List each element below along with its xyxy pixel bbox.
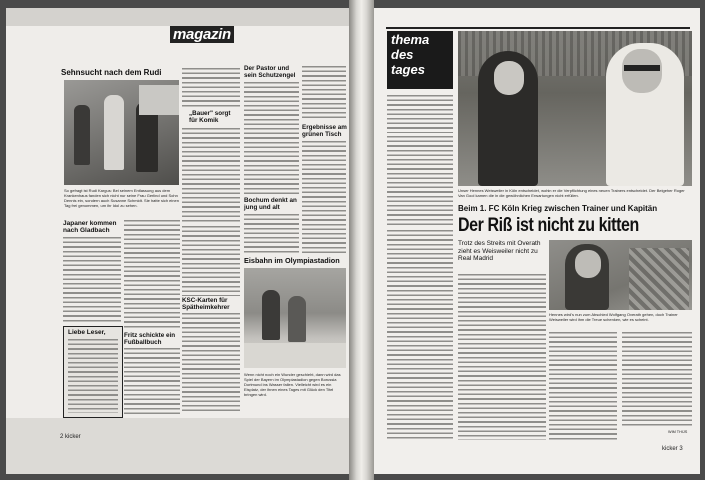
eisbahn-photo — [244, 268, 346, 368]
ergebnisse-headline: Ergebnisse am grünen Tisch — [302, 124, 347, 138]
bauer-text — [182, 128, 240, 223]
top-rule — [386, 27, 690, 29]
rudi-caption: So gefragt ist Rudi Kargus: Bei seinem Entlassung aus dem Krankenhaus fanden sich nicht nur seine Frau Gerlind und Sohn Dennis ein, sondern auch Susanne Schmidt. Sie hatte sich einen Tag frei genommen, um ihr Idol zu sehen. — [64, 188, 179, 208]
right-page — [374, 8, 700, 474]
thema-label — [387, 31, 453, 89]
eisbahn-caption: Wenn nicht noch ein Wunder geschieht, dann wird das Spiel der Bayern im Olympiastadion gegen Borussia Dortmund ins Wasser fallen. Vielleicht wird es ein Eisplatz, der ihnen eines Tages mit Glück den Titel bringen wird. — [244, 372, 341, 397]
intro-text — [387, 95, 453, 133]
bochum-text — [244, 214, 299, 254]
pastor-headline: Der Pastor und sein Schutzengel — [244, 65, 296, 79]
deck: Trotz des Streits mit Overath zieht es Weisweiler nicht zu Real Madrid — [458, 240, 541, 262]
col5-text-1 — [302, 66, 346, 121]
des-word: des — [391, 47, 414, 62]
right-folio: kicker 3 — [662, 446, 683, 452]
headline: Der Riß ist nicht zu kitten — [458, 214, 639, 236]
bauer-headline: „Bauer" sorgt für Komik — [189, 110, 231, 124]
thema-word: thema — [391, 32, 430, 47]
top-band — [6, 8, 349, 26]
ergebnisse-text — [302, 141, 346, 254]
fritz-text — [124, 348, 180, 414]
ksc-headline: KSC-Karten für Spätheimkehrer — [182, 297, 230, 311]
eisbahn-headline: Eisbahn im Olympiastadion — [244, 256, 340, 265]
col1-text — [387, 230, 453, 440]
japaner-text — [63, 237, 121, 323]
left-folio: 2 kicker — [60, 434, 81, 440]
col3-text-2 — [182, 226, 240, 296]
col4-text — [622, 332, 692, 426]
top-photo — [458, 31, 692, 186]
leser-headline: Liebe Leser, — [68, 329, 106, 336]
col2-text — [458, 274, 546, 440]
second-photo — [549, 240, 692, 310]
left-page — [6, 8, 349, 474]
leser-box — [63, 326, 123, 418]
top-photo-caption: Unser Hennes Weisweiler in Köln entscheidet, wohin er die Verpflichtung eines neuen Trainers entscheidet. Der Beigeher Roger Van Gool kamen die in die gewöhnlichen Erwartungen nicht erfüllen. — [458, 188, 685, 198]
col1-text-top — [387, 136, 453, 226]
byline: WIM THIJS — [668, 430, 688, 434]
col3-text-1 — [182, 68, 240, 108]
tages-word: tages — [391, 62, 425, 77]
ksc-text — [182, 313, 240, 413]
mid-text-1 — [124, 220, 180, 330]
bottom-band — [6, 418, 349, 474]
fritz-headline: Fritz schickte ein Fußballbuch — [124, 332, 176, 346]
bochum-headline: Bochum denkt an jung und alt — [244, 197, 297, 211]
pastor-text — [244, 82, 299, 194]
rudi-photo — [64, 80, 179, 185]
section-title: magazin — [170, 26, 234, 43]
japaner-headline: Japaner kommen nach Gladbach — [63, 220, 117, 234]
rudi-headline: Sehnsucht nach dem Rudi — [61, 68, 162, 77]
second-photo-caption: Hennes wird's nun zum Abschied Wolfgang Overath gehen, doch Trainer Weisweiler wird ihm die Treue schenken, wie es scheint. — [549, 312, 678, 322]
subhead: Beim 1. FC Köln Krieg zwischen Trainer und Kapitän — [458, 204, 658, 213]
col3-text — [549, 332, 617, 440]
spine-gutter — [349, 0, 374, 480]
